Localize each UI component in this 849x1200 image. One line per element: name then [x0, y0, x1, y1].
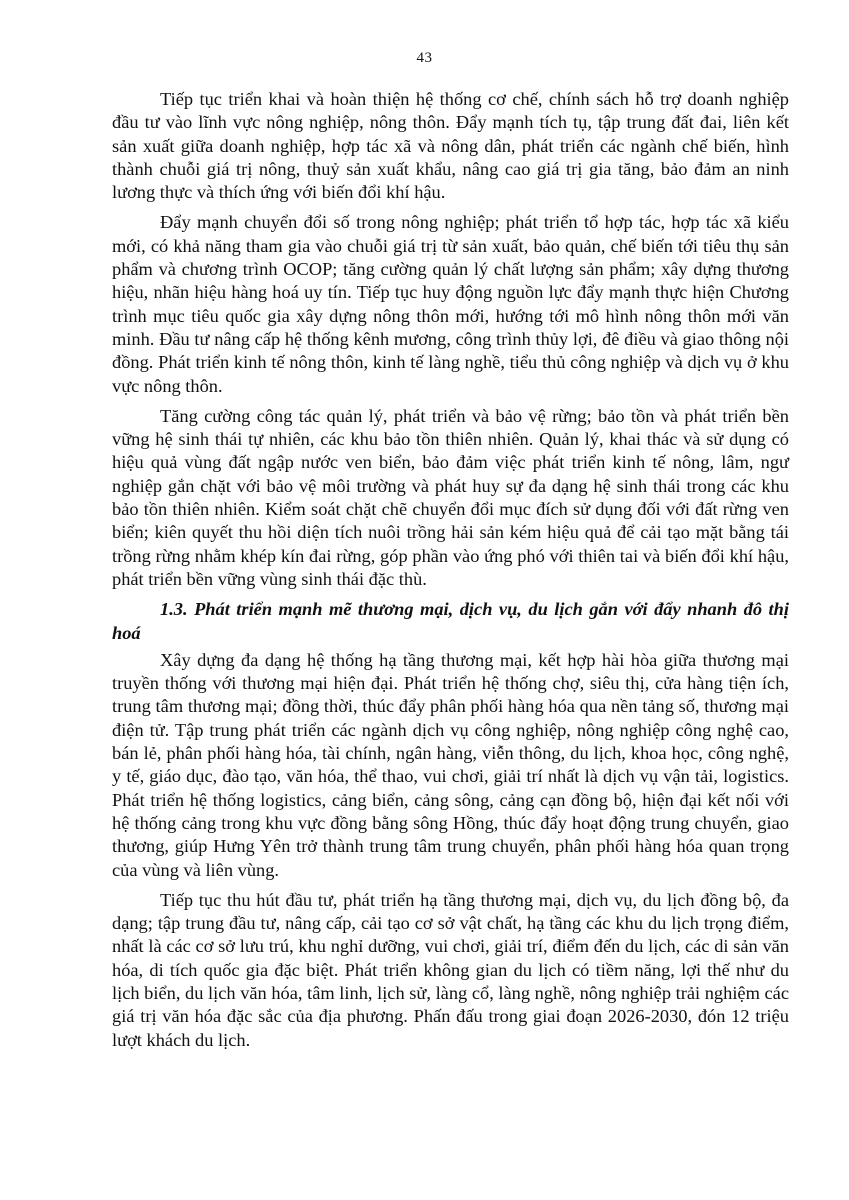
- paragraph-enterprise-investment: Tiếp tục triển khai và hoàn thiện hệ thống cơ chế, chính sách hỗ trợ doanh nghiệp đầu tư vào lĩnh vực nông nghiệp, nông thôn. Đẩy mạnh tích tụ, tập trung đất đai, liên kết sản xuất giữa doanh nghiệp, hợp tác xã và nông dân, phát triển các ngành chế biến, hình thành chuỗi giá trị nông, thuỷ sản xuất khẩu, nâng cao giá trị gia tăng, bảo đảm an ninh lương thực và thích ứng với biến đổi khí hậu.: [112, 89, 789, 203]
- paragraph-forest-protection: Tăng cường công tác quản lý, phát triển và bảo vệ rừng; bảo tồn và phát triển bền vững hệ sinh thái tự nhiên, các khu bảo tồn thiên nhiên. Quản lý, khai thác và sử dụng có hiệu quả vùng đất ngập nước ven biển, bảo đảm việc phát triển kinh tế nông, lâm, ngư nghiệp gắn chặt với bảo vệ môi trường và phát huy sự đa dạng hệ sinh thái trong các khu bảo tồn thiên nhiên. Kiểm soát chặt chẽ chuyển đổi mục đích sử dụng đối với đất rừng ven biển; kiên quyết thu hồi diện tích nuôi trồng hải sản kém hiệu quả để cải tạo mặt bằng tái trồng rừng nhằm khép kín đai rừng, góp phần vào ứng phó với thiên tai và biến đổi khí hậu, phát triển bền vững vùng sinh thái đặc thù.: [112, 405, 789, 589]
- paragraph-tourism-investment: Tiếp tục thu hút đầu tư, phát triển hạ tầng thương mại, dịch vụ, du lịch đồng bộ, đa dạng; tập trung đầu tư, nâng cấp, cải tạo cơ sở vật chất, hạ tầng các khu du lịch trọng điểm, nhất là các cơ sở lưu trú, khu nghỉ dưỡng, vui chơi, giải trí, điểm đến du lịch, các di sản văn hóa, di tích quốc gia đặc biệt. Phát triển không gian du lịch có tiềm năng, lợi thế như du lịch biển, du lịch văn hóa, tâm linh, lịch sử, làng cổ, làng nghề, nông nghiệp trải nghiệm các giá trị văn hóa đặc sắc của địa phương. Phấn đấu trong giai đoạn 2026-2030, đón 12 triệu lượt khách du lịch.: [112, 889, 789, 1050]
- paragraph-digital-agriculture: Đẩy mạnh chuyển đổi số trong nông nghiệp; phát triển tổ hợp tác, hợp tác xã kiểu mới, có khả năng tham gia vào chuỗi giá trị từ sản xuất, bảo quản, chế biến tới tiêu thụ sản phẩm và chương trình OCOP; tăng cường quản lý chất lượng sản phẩm; xây dựng thương hiệu, nhãn hiệu hàng hoá uy tín. Tiếp tục huy động nguồn lực đẩy mạnh thực hiện Chương trình mục tiêu quốc gia xây dựng nông thôn mới, hướng tới mô hình nông thôn mới văn minh. Đầu tư nâng cấp hệ thống kênh mương, công trình thủy lợi, đê điều và giao thông nội đồng. Phát triển kinh tế nông thôn, kinh tế làng nghề, tiểu thủ công nghiệp và dịch vụ ở khu vực nông thôn.: [112, 212, 789, 396]
- document-body: [112, 88, 789, 1059]
- paragraph-commerce-infrastructure: Xây dựng đa dạng hệ thống hạ tầng thương mại, kết hợp hài hòa giữa thương mại truyền thống với thương mại hiện đại. Phát triển hệ thống chợ, siêu thị, cửa hàng tiện ích, trung tâm thương mại; đồng thời, thúc đẩy phân phối hàng hóa qua nền tảng số, thương mại điện tử. Tập trung phát triển các ngành dịch vụ công nghiệp, nông nghiệp công nghệ cao, bán lẻ, phân phối hàng hóa, tài chính, ngân hàng, viễn thông, du lịch, khoa học, công nghệ, y tế, giáo dục, đào tạo, văn hóa, thể thao, vui chơi, giải trí nhất là dịch vụ vận tải, logistics. Phát triển hệ thống logistics, cảng biển, cảng sông, cảng cạn đồng bộ, hiện đại kết nối với hệ thống cảng trong khu vực đồng bằng sông Hồng, thúc đẩy hoạt động trung chuyển, giao thương, giúp Hưng Yên trở thành trung tâm trung chuyển, phân phối hàng hóa quan trọng của vùng và liên vùng.: [112, 649, 789, 880]
- section-heading: 1.3. Phát triển mạnh mẽ thương mại, dịch vụ, du lịch gắn với đẩy nhanh đô thị hoá: [112, 599, 789, 643]
- page-number: 43: [416, 50, 433, 66]
